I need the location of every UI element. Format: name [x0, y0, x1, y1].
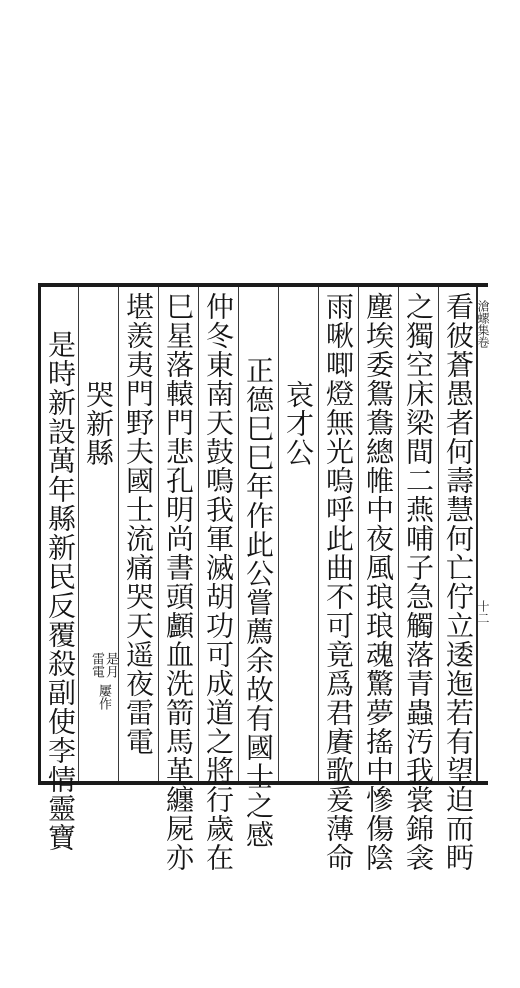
column-rule	[318, 287, 319, 781]
column-rule	[78, 287, 79, 781]
text-column-7: 仲冬東南天鼓鳴我軍滅胡功可成道之將行歲在	[202, 292, 235, 872]
interlinear-note-3: 屢作	[96, 684, 111, 710]
column-rule	[238, 287, 239, 781]
text-column-4: 雨啾唧燈無光嗚呼此曲不可竟爲君賡歌爰薄命	[322, 292, 355, 872]
text-column-11: 是時新設萬年縣新民反覆殺副使李情靈寶	[44, 330, 77, 852]
interlinear-note-2: 雷電	[89, 652, 104, 678]
column-rule	[158, 287, 159, 781]
frame-left-border	[38, 283, 41, 785]
poem-title-column-2: 哭新縣	[82, 380, 115, 467]
column-rule	[358, 287, 359, 781]
margin-book-title: 滄螺集卷	[476, 300, 490, 348]
frame-top-border	[40, 283, 488, 287]
column-rule	[278, 287, 279, 781]
column-rule	[398, 287, 399, 781]
poem-title-column: 哀才公	[282, 380, 315, 467]
preface-column: 正德巳巳年作此公嘗薦余故有國士之感	[242, 356, 275, 849]
interlinear-note-1: 是月	[103, 652, 118, 678]
text-column-9: 堪羨夷門野夫國士流痛哭天遥夜雷電	[122, 292, 155, 756]
margin-page-number: 十二	[476, 600, 490, 624]
text-column-8: 巳星落轅門悲孔明尚書頭顱血洗箭馬革纏屍亦	[162, 292, 195, 872]
text-column-2: 之獨空床梁間二燕哺子急觸落青蟲汚我裳錦衾	[402, 292, 435, 872]
column-rule	[198, 287, 199, 781]
text-column-3: 塵埃委鴛鴦總帷中夜風琅琅魂驚夢搖中慘傷陰	[362, 292, 395, 872]
column-rule	[118, 287, 119, 781]
column-rule	[438, 287, 439, 781]
fold-margin-line	[476, 287, 478, 781]
text-column-1: 看彼蒼愚者何壽慧何亡佇立逶迤若有望迫而眄	[442, 292, 475, 872]
